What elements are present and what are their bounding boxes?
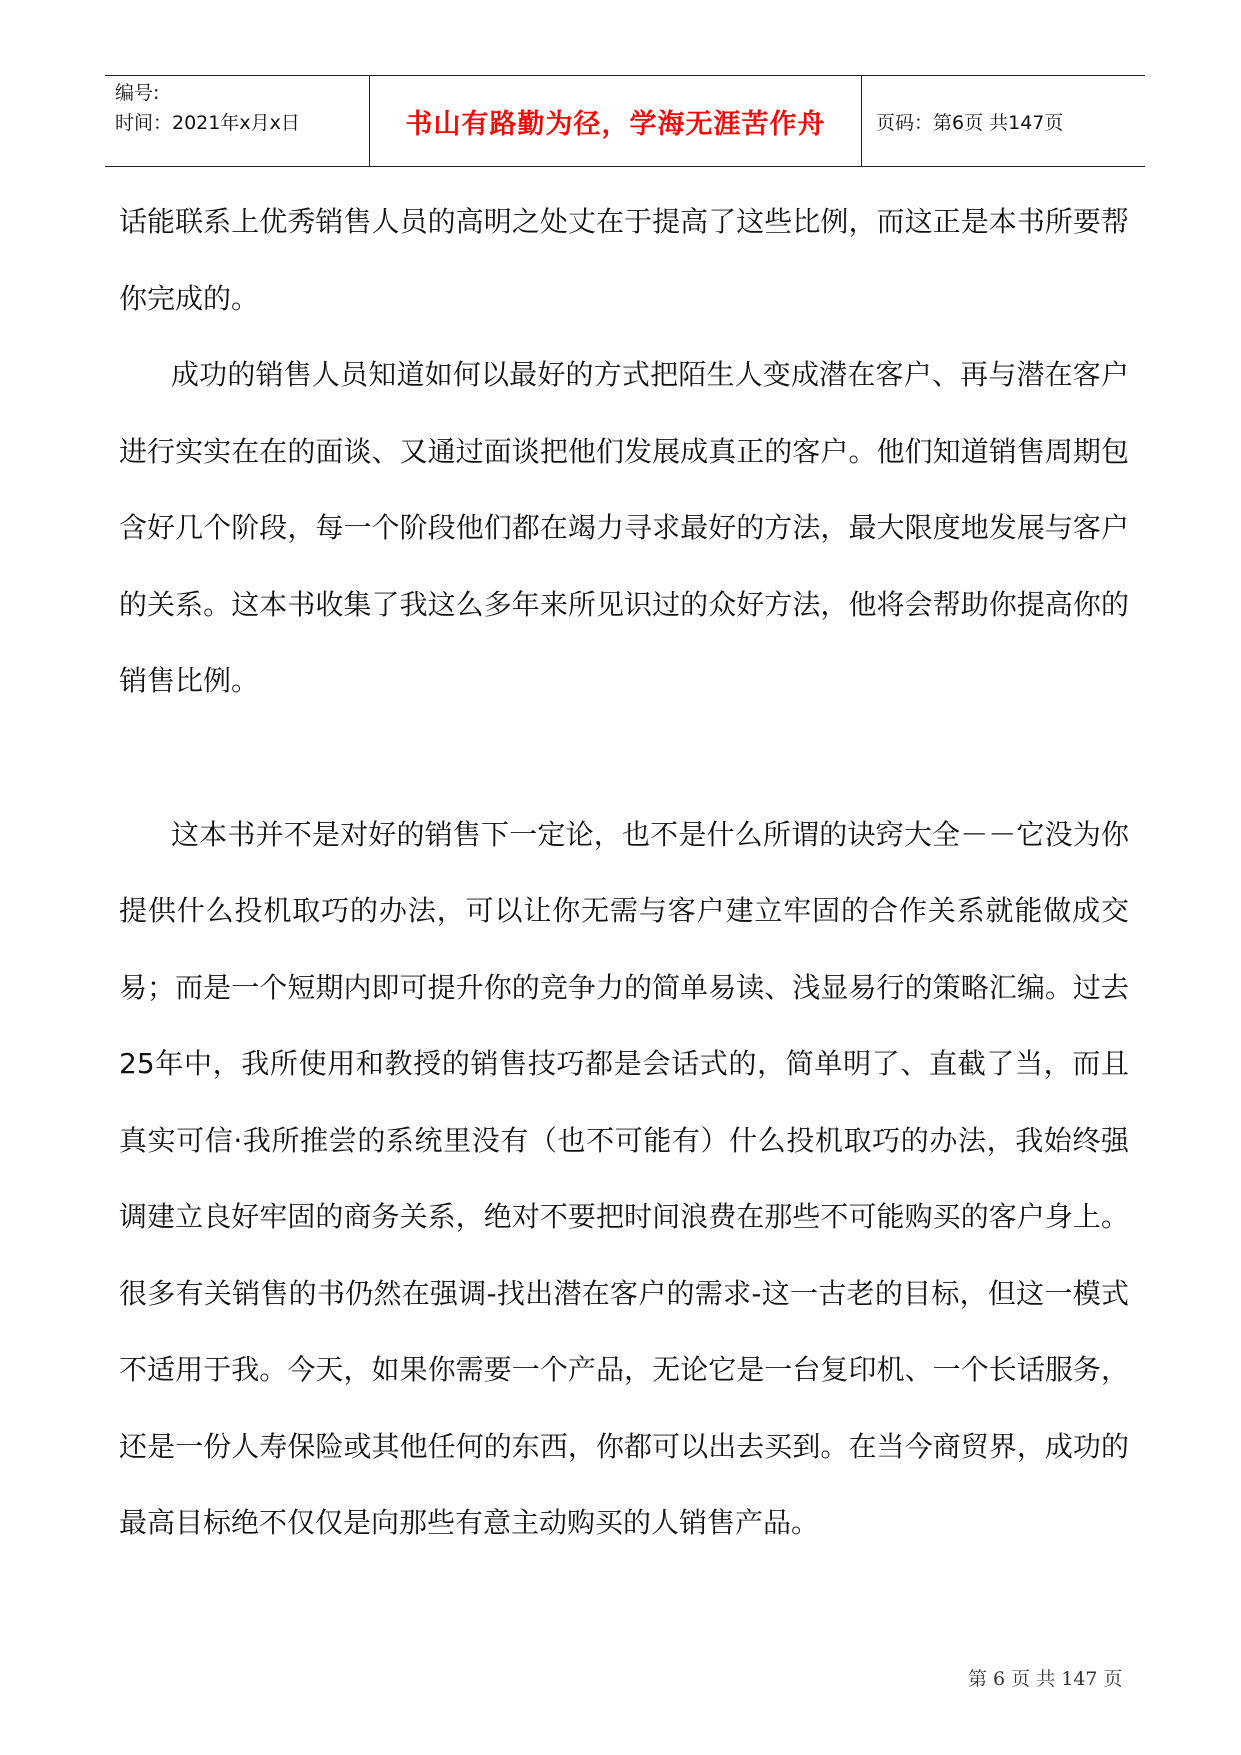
page-footer: 第 6 页 共 147 页 [968,1668,1123,1690]
header-motto: 书山有路勤为径，学海无涯苦作舟 [405,108,826,140]
body-paragraph: 这本书并不是对好的销售下一定论，也不是什么所谓的诀窍大全－－它没为你提供什么投机取巧的办法，可以让你无需与客户建立牢固的合作关系就能做成交易；而是一个短期内即可提升你的竞争力的简单易读、浅显易行的策略汇编。过去25年中，我所使用和教授的销售技巧都是会话式的，简单明了、直截了当，而且真实可信·我所推尝的系统里没有（也不可能有）什么投机取巧的办法，我始终强调建立良好牢固的商务关系，绝对不要把时间浪费在那些不可能购买的客户身上。很多有关销售的书仍然在强调-找出潜在客户的需求-这一古老的目标，但这一模式不适用于我。今天，如果你需要一个产品，无论它是一台复印机、一个长话服务，还是一份人寿保险或其他任何的东西，你都可以出去买到。在当今商贸界，成功的最高目标绝不仅仅是向那些有意主动购买的人销售产品。 [119,817,1129,1539]
header-page-info: 页码：第6页 共147页 [876,111,1064,134]
document-time-label: 时间：2021年x月x日 [115,112,300,134]
body-paragraph: 话能联系上优秀销售人员的高明之处丈在于提高了这些比例，而这正是本书所要帮你完成的。 [119,205,1129,315]
document-number-label: 编号: [115,82,160,104]
document-header [105,75,1145,167]
header-motto-cell [370,76,862,166]
document-body [119,184,1129,1562]
header-meta [105,76,370,166]
paragraph-spacer [119,720,1129,797]
header-page-info-cell [862,76,1145,166]
body-paragraph: 成功的销售人员知道如何以最好的方式把陌生人变成潜在客户、再与潜在客户进行实实在在的面谈、又通过面谈把他们发展成真正的客户。他们知道销售周期包含好几个阶段，每一个阶段他们都在竭力寻求最好的方法，最大限度地发展与客户的关系。这本书收集了我这么多年来所见识过的众好方法，他将会帮助你提高你的销售比例。 [119,358,1129,697]
